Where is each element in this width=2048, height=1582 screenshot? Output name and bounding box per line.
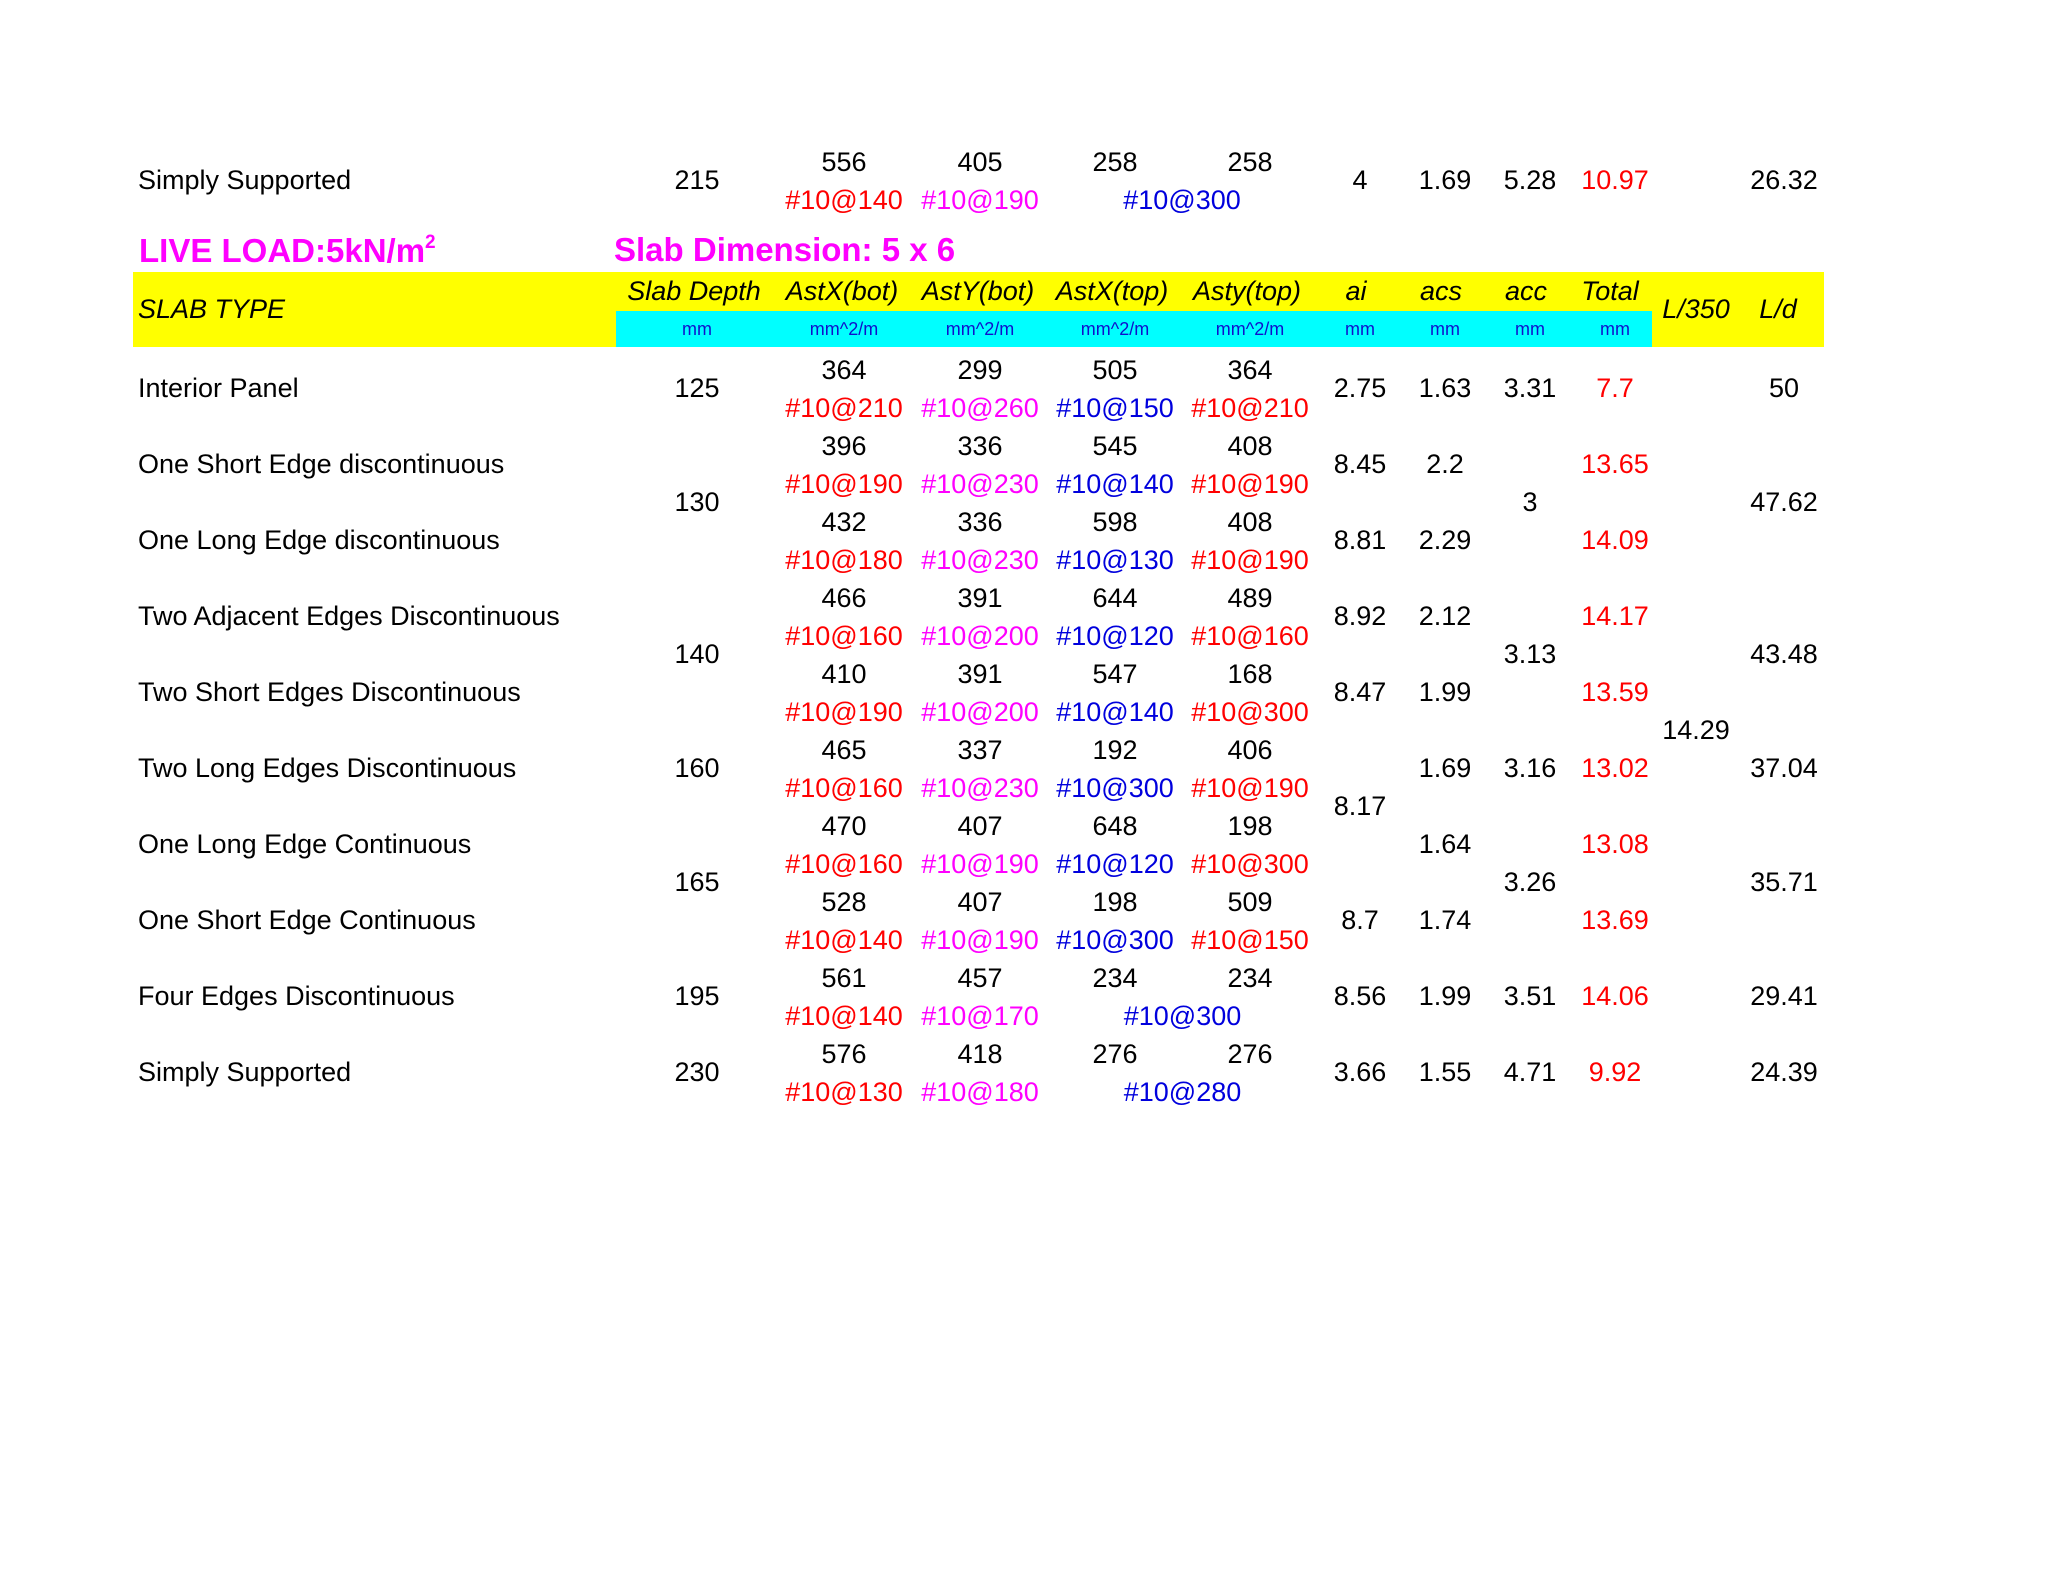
astx-bot-value: 364 [821,354,867,385]
slab-type-label: One Short Edge discontinuous [138,448,505,479]
asty-bot-value: 337 [957,734,1003,765]
astx-top-value: 276 [1092,1038,1138,1069]
slab-depth-value: 195 [674,980,720,1011]
astx-top-bar: #10@140 [1056,468,1174,499]
astx-top-value: 598 [1092,506,1138,537]
asty-bot-bar: #10@200 [921,620,1039,651]
asty-top-value: 408 [1227,430,1273,461]
unit-asty-bot: mm^2/m [945,319,1015,339]
asty-bot-value: 407 [957,886,1003,917]
astx-top-value: 192 [1092,734,1138,765]
ai-value: 8.45 [1333,448,1387,479]
astx-top-bar: #10@130 [1056,544,1174,575]
acs-value: 1.69 [1418,752,1472,783]
astx-bot-bar: #10@160 [785,848,903,879]
top-row-astx-bot: 556 [821,147,867,177]
asty-top-bar: #10@190 [1191,468,1309,499]
top-bar-merged: #10@300 [1123,1000,1242,1031]
slab-type-label: One Long Edge Continuous [138,828,472,859]
unit-slab-depth: mm [682,319,712,339]
acs-value: 1.99 [1418,676,1472,707]
asty-top-value: 168 [1227,658,1273,689]
asty-bot-value: 336 [957,430,1003,461]
acs-value: 2.29 [1418,524,1472,555]
asty-bot-value: 299 [957,354,1003,385]
slab-depth-value: 165 [674,866,720,897]
slab-type-label: Simply Supported [138,1056,352,1087]
astx-bot-bar: #10@130 [785,1076,903,1107]
astx-bot-bar: #10@210 [785,392,903,423]
ld-value: 35.71 [1750,866,1818,897]
header-astx-bot: AstX(bot) [785,276,899,306]
astx-top-bar: #10@150 [1056,392,1174,423]
astx-bot-bar: #10@180 [785,544,903,575]
asty-bot-value: 418 [957,1038,1003,1069]
unit-asty-top: mm^2/m [1215,319,1285,339]
asty-bot-value: 336 [957,506,1003,537]
astx-bot-bar: #10@140 [785,1000,903,1031]
asty-bot-bar: #10@170 [921,1000,1039,1031]
ai-value: 8.56 [1333,980,1387,1011]
astx-bot-value: 410 [821,658,867,689]
astx-bot-bar: #10@160 [785,772,903,803]
astx-bot-value: 576 [821,1038,867,1069]
ld-value: 29.41 [1750,980,1818,1011]
asty-bot-value: 407 [957,810,1003,841]
ld-value: 24.39 [1750,1056,1818,1087]
asty-bot-bar: #10@180 [921,1076,1039,1107]
header-total: Total [1581,276,1639,306]
acc-value: 3 [1522,486,1538,517]
top-row-total: 10.97 [1581,165,1649,195]
asty-top-value: 276 [1227,1038,1273,1069]
top-row-label: Simply Supported [138,165,352,195]
total-value: 13.02 [1581,752,1649,783]
slab-dimension-title: Slab Dimension: 5 x 6 [614,231,956,268]
asty-bot-bar: #10@260 [921,392,1039,423]
acs-value: 1.64 [1418,828,1472,859]
acs-value: 1.74 [1418,904,1472,935]
slab-type-label: Interior Panel [138,372,299,403]
ai-value: 8.7 [1341,904,1379,935]
asty-bot-bar: #10@230 [921,772,1039,803]
header-ai: ai [1345,276,1367,306]
unit-ai: mm [1345,319,1375,339]
acs-value: 1.99 [1418,980,1472,1011]
astx-top-bar: #10@300 [1056,924,1174,955]
astx-top-value: 547 [1092,658,1138,689]
slab-depth-value: 125 [674,372,720,403]
slab-depth-value: 140 [674,638,720,669]
total-value: 14.09 [1581,524,1649,555]
asty-bot-bar: #10@190 [921,924,1039,955]
astx-top-value: 644 [1092,582,1138,613]
top-bar-merged: #10@280 [1123,1076,1242,1107]
astx-bot-bar: #10@190 [785,468,903,499]
astx-bot-value: 528 [821,886,867,917]
ai-value: 8.47 [1333,676,1387,707]
top-row-astx-bot-bar: #10@140 [785,185,903,215]
asty-top-bar: #10@150 [1191,924,1309,955]
slab-type-label: Two Adjacent Edges Discontinuous [138,600,560,631]
asty-bot-value: 457 [957,962,1003,993]
astx-bot-bar: #10@140 [785,924,903,955]
unit-astx-bot: mm^2/m [809,319,879,339]
top-row-asty-bot: 405 [957,147,1003,177]
slab-depth-value: 230 [674,1056,720,1087]
slab-type-label: Four Edges Discontinuous [138,980,455,1011]
top-row-acc: 5.28 [1503,165,1557,195]
astx-bot-value: 432 [821,506,867,537]
acs-value: 2.2 [1426,448,1464,479]
ai-value: 8.81 [1333,524,1387,555]
total-value: 13.59 [1581,676,1649,707]
astx-bot-value: 561 [821,962,867,993]
top-row-ld: 26.32 [1750,165,1818,195]
total-value: 14.06 [1581,980,1649,1011]
asty-bot-value: 391 [957,582,1003,613]
acs-value: 1.55 [1418,1056,1472,1087]
top-row-asty-top: 258 [1227,147,1273,177]
asty-top-bar: #10@300 [1191,696,1309,727]
total-value: 9.92 [1588,1056,1642,1087]
acc-value: 3.13 [1503,638,1557,669]
asty-top-bar: #10@190 [1191,544,1309,575]
astx-top-value: 545 [1092,430,1138,461]
asty-top-value: 489 [1227,582,1273,613]
ai-value: 3.66 [1333,1056,1387,1087]
asty-top-bar: #10@160 [1191,620,1309,651]
astx-top-value: 234 [1092,962,1138,993]
asty-top-value: 509 [1227,886,1273,917]
header-acc: acc [1504,276,1548,306]
unit-total: mm [1600,319,1630,339]
asty-bot-bar: #10@190 [921,848,1039,879]
asty-top-value: 408 [1227,506,1273,537]
astx-top-value: 505 [1092,354,1138,385]
ld-value: 43.48 [1750,638,1818,669]
asty-top-bar: #10@300 [1191,848,1309,879]
header-slab-depth: Slab Depth [627,276,761,306]
header-l350: L/350 [1662,294,1730,324]
astx-bot-value: 466 [821,582,867,613]
unit-acs: mm [1430,319,1460,339]
astx-top-bar: #10@120 [1056,620,1174,651]
total-value: 13.65 [1581,448,1649,479]
header-ld: L/d [1759,294,1797,324]
live-load-title: LIVE $LOAD:5kN/m^2$ [139,232,436,269]
astx-bot-value: 465 [821,734,867,765]
acc-value: 3.16 [1503,752,1557,783]
asty-top-bar: #10@210 [1191,392,1309,423]
acc-value: 3.51 [1503,980,1557,1011]
top-row-acs: 1.69 [1418,165,1472,195]
astx-bot-value: 396 [821,430,867,461]
total-value: 13.08 [1581,828,1649,859]
total-value: 13.69 [1581,904,1649,935]
slab-type-label: Two Long Edges Discontinuous [138,752,517,783]
ld-value: 37.04 [1750,752,1818,783]
astx-bot-value: 470 [821,810,867,841]
asty-top-value: 406 [1227,734,1273,765]
ai-value-merged: 8.17 [1333,790,1387,821]
l350-value: 14.29 [1662,714,1730,745]
astx-bot-bar: #10@160 [785,620,903,651]
header-astx-top: AstX(top) [1055,276,1169,306]
slab-type-label: Two Short Edges Discontinuous [138,676,521,707]
astx-top-value: 198 [1092,886,1138,917]
acc-value: 3.31 [1503,372,1557,403]
astx-top-bar: #10@300 [1056,772,1174,803]
unit-astx-top: mm^2/m [1080,319,1150,339]
acc-value: 4.71 [1503,1056,1557,1087]
slab-type-label: One Short Edge Continuous [138,904,476,935]
astx-top-bar: #10@140 [1056,696,1174,727]
asty-top-value: 364 [1227,354,1273,385]
header-asty-bot: AstY(bot) [921,276,1035,306]
header-slab-type: SLAB TYPE [138,294,286,324]
asty-bot-value: 391 [957,658,1003,689]
slab-depth-value: 130 [674,486,720,517]
ai-value: 8.92 [1333,600,1387,631]
top-row-depth: 215 [674,165,720,195]
header-acs: acs [1419,276,1463,306]
astx-bot-bar: #10@190 [785,696,903,727]
slab-depth-value: 160 [674,752,720,783]
slab-type-label: One Long Edge discontinuous [138,524,500,555]
top-row-asty-bot-bar: #10@190 [921,185,1039,215]
unit-acc: mm [1515,319,1545,339]
asty-bot-bar: #10@230 [921,468,1039,499]
asty-top-bar: #10@190 [1191,772,1309,803]
ld-value: 50 [1768,372,1800,403]
top-row-top-bar: #10@300 [1123,185,1241,215]
total-value: 7.7 [1596,372,1634,403]
acc-value: 3.26 [1503,866,1557,897]
acs-value: 1.63 [1418,372,1472,403]
astx-top-bar: #10@120 [1056,848,1174,879]
top-row-ai: 4 [1352,165,1368,195]
header-asty-top: Asty(top) [1192,276,1302,306]
asty-bot-bar: #10@200 [921,696,1039,727]
acs-value: 2.12 [1418,600,1472,631]
ai-value: 2.75 [1333,372,1387,403]
ld-value: 47.62 [1750,486,1818,517]
asty-top-value: 234 [1227,962,1273,993]
asty-bot-bar: #10@230 [921,544,1039,575]
total-value: 14.17 [1581,600,1649,631]
top-row-astx-top: 258 [1092,147,1138,177]
astx-top-value: 648 [1092,810,1138,841]
asty-top-value: 198 [1227,810,1273,841]
